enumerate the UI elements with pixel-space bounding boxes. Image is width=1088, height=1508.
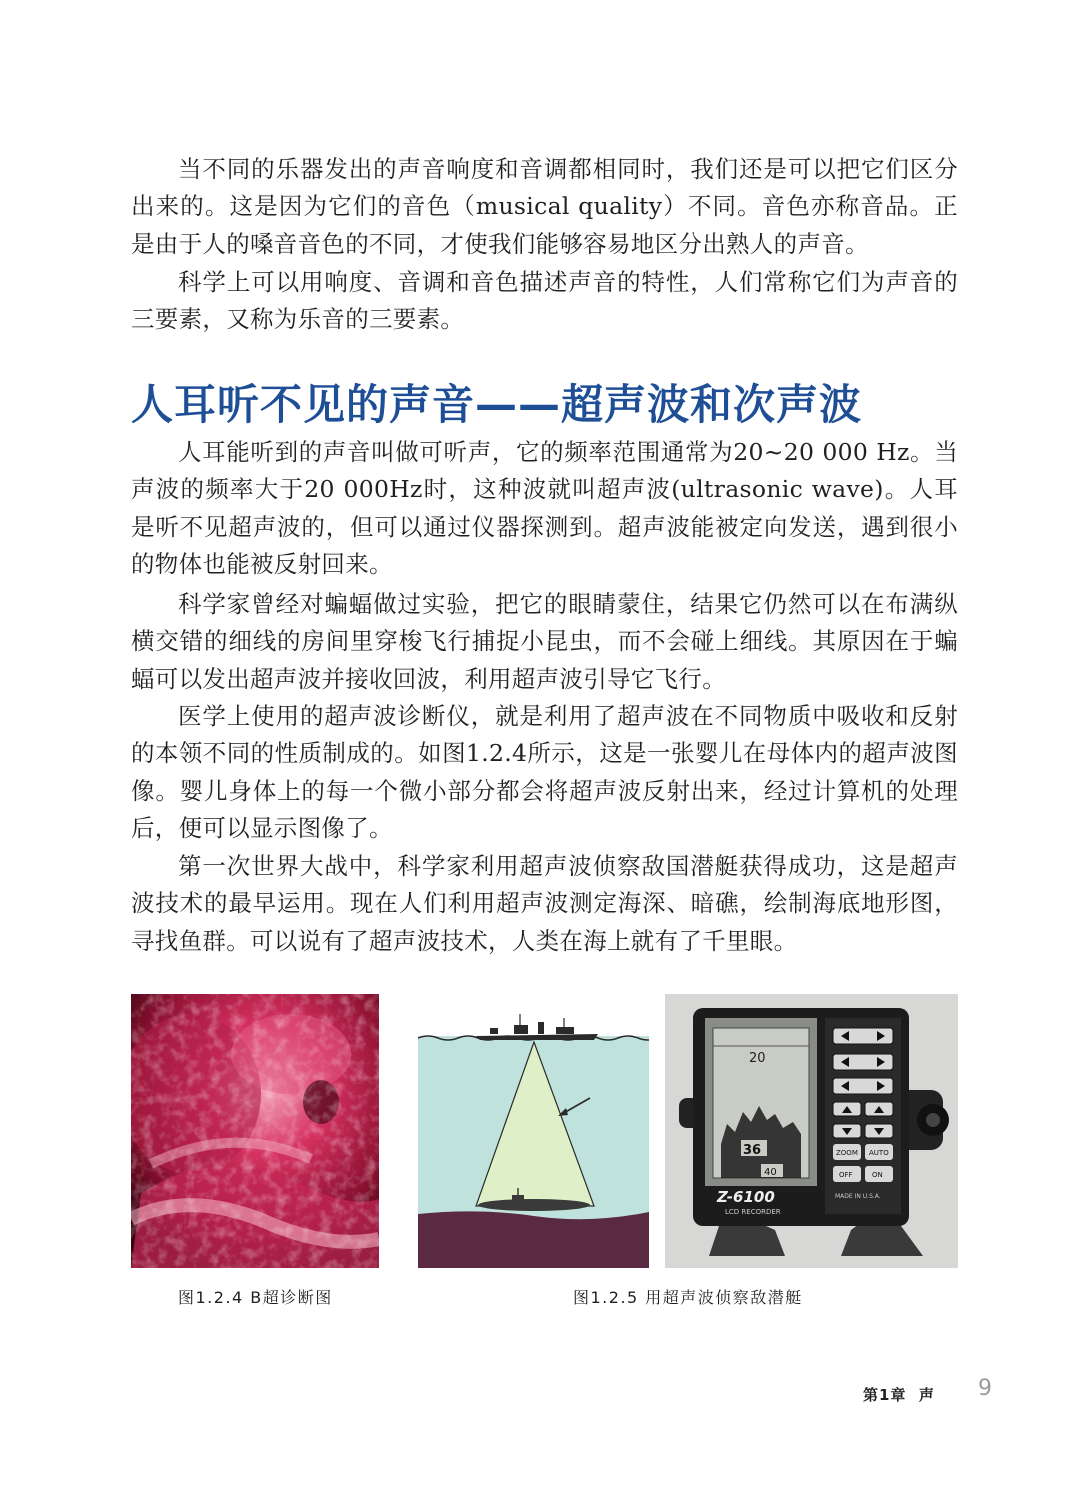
screen-top-value: 20 <box>749 1051 766 1066</box>
footer-chapter-label: 第1章 声 <box>863 1386 935 1404</box>
sonar-diagram <box>418 994 649 1268</box>
screen-range-value: 40 <box>764 1167 777 1178</box>
paragraph-wwi-sonar: 第一次世界大战中，科学家利用超声波侦察敌国潜艇获得成功，这是超声波技术的最早运用。现在人们利用超声波测定海深、暗礁，绘制海底地形图，寻找鱼群。可以说有了超声波技术，人类在海上就有了千里眼。 <box>131 852 958 955</box>
device-on-button: ON <box>872 1171 883 1179</box>
device-off-button: OFF <box>839 1171 853 1179</box>
ultrasound-image <box>131 994 379 1268</box>
device-model-label: Z-6100 <box>717 1188 775 1206</box>
page-number: 9 <box>978 1376 992 1401</box>
paragraph-bat-experiment: 科学家曾经对蝙蝠做过实验，把它的眼睛蒙住，结果它仍然可以在布满纵横交错的细线的房间里穿梭飞行捕捉小昆虫，而不会碰上细线。其原因在于蝙蝠可以发出超声波并接收回波，利用超声波引导它飞行。 <box>131 590 958 693</box>
sonar-device-photo <box>665 994 958 1268</box>
paragraph-timbre: 当不同的乐器发出的声音响度和音调都相同时，我们还是可以把它们区分出来的。这是因为它们的音色（musical quality）不同。音色亦称音品。正是由于人的嗓音音色的不同，才使我们能够容易地区分出熟人的声音。 <box>131 155 958 258</box>
paragraph-medical-ultrasound: 医学上使用的超声波诊断仪，就是利用了超声波在不同物质中吸收和反射的本领不同的性质制成的。如图1.2.4所示，这是一张婴儿在母体内的超声波图像。婴儿身体上的每一个微小部分都会将超声波反射出来，经过计算机的处理后，便可以显示图像了。 <box>131 702 958 842</box>
paragraph-ultrasonic-definition: 人耳能听到的声音叫做可听声，它的频率范围通常为20~20 000 Hz。当声波的频率大于20 000Hz时，这种波就叫超声波(ultrasonic wave)。人耳是听不见超声波的，但可以通过仪器探测到。超声波能被定向发送，遇到很小的物体也能被反射回来。 <box>131 438 958 578</box>
screen-depth-value: 36 <box>743 1143 762 1158</box>
device-zoom-button: ZOOM <box>836 1149 858 1157</box>
device-made-in-label: MADE IN U.S.A. <box>835 1193 881 1200</box>
device-auto-button: AUTO <box>869 1149 889 1157</box>
section-heading: 人耳听不见的声音——超声波和次声波 <box>131 380 863 429</box>
figure-caption-sonar: 图1.2.5 用超声波侦察敌潜艇 <box>573 1288 803 1307</box>
device-subtitle-label: LCD RECORDER <box>725 1208 781 1216</box>
paragraph-three-elements: 科学上可以用响度、音调和音色描述声音的特性，人们常称它们为声音的三要素，又称为乐音的三要素。 <box>131 268 958 334</box>
figure-caption-ultrasound: 图1.2.4 B超诊断图 <box>178 1288 333 1307</box>
